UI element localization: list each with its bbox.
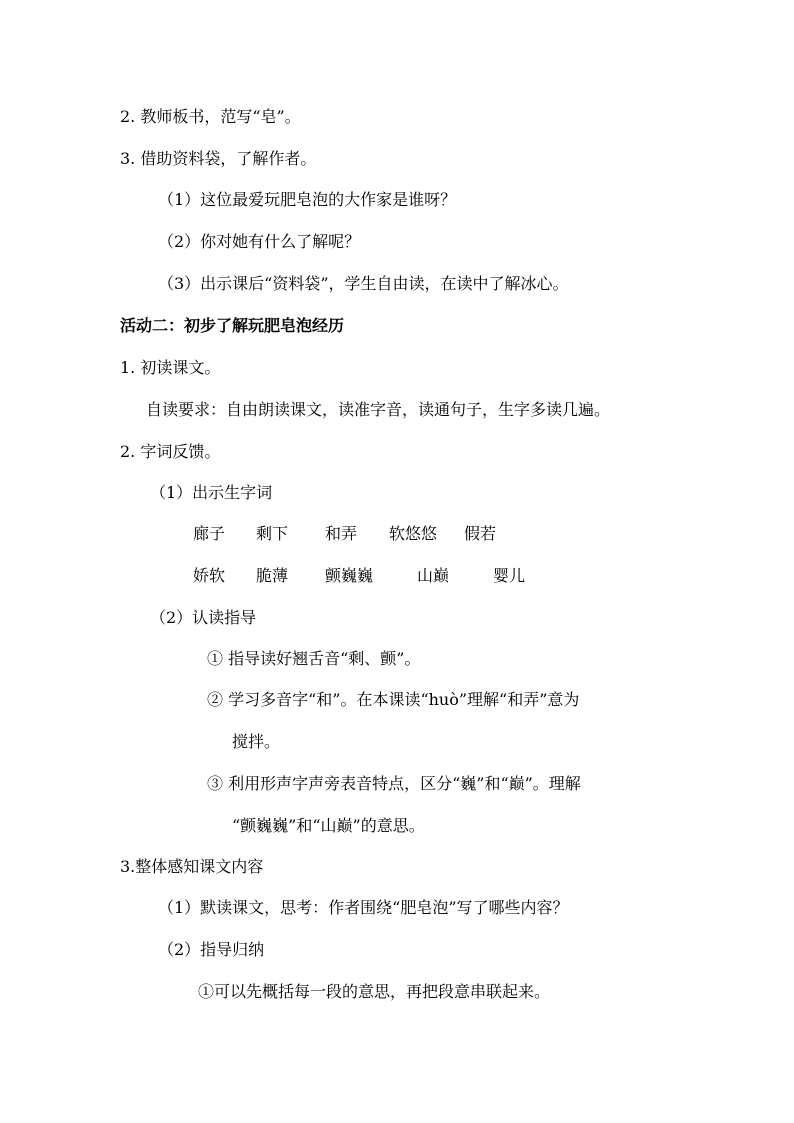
- activity-2-heading: 活动二：初步了解玩肥皂泡经历: [120, 316, 345, 335]
- vocab-word: 假若: [464, 524, 497, 543]
- perception-question-2: （2）指导归纳: [158, 940, 265, 959]
- guide-item-2-continued: 搅拌。: [232, 732, 281, 751]
- vocab-word: 廊子: [193, 524, 226, 543]
- question-2: （2）你对她有什么了解呢？: [158, 232, 361, 251]
- vocab-word: 和弄: [325, 524, 358, 543]
- step-3-overall-perception: 3.整体感知课文内容: [120, 857, 264, 876]
- question-3: （3）出示课后“资料袋”，学生自由读，在读中了解冰心。: [158, 274, 569, 293]
- vocab-word: 娇软: [193, 566, 226, 585]
- vocab-word: 脆薄: [256, 566, 289, 585]
- sub-step-1-show-words: （1）出示生字词: [150, 483, 273, 502]
- summary-method-1: ①可以先概括每一段的意思，再把段意串联起来。: [198, 982, 551, 1001]
- guide-item-3-continued: “颤巍巍”和“山巅”的意思。: [232, 816, 425, 835]
- step-2-teacher-writing: 2. 教师板书，范写“皂”。: [120, 107, 301, 126]
- guide-item-2: ② 学习多音字“和”。在本课读“huò”理解“和弄”意为: [207, 690, 580, 709]
- vocab-word: 软悠悠: [389, 524, 438, 543]
- guide-item-1: ① 指导读好翘舌音“剩、颤”。: [207, 649, 421, 668]
- step-2-word-feedback: 2. 字词反馈。: [120, 442, 221, 461]
- vocab-word: 剩下: [256, 524, 289, 543]
- step-1-first-reading: 1. 初读课文。: [120, 358, 221, 377]
- perception-question-1: （1）默读课文，思考：作者围绕“肥皂泡”写了哪些内容？: [158, 898, 569, 917]
- vocab-word: 山巅: [417, 566, 450, 585]
- sub-step-2-reading-guide: （2）认读指导: [150, 608, 257, 627]
- step-3-author-info: 3. 借助资料袋，了解作者。: [120, 149, 317, 168]
- vocab-word: 婴儿: [493, 566, 526, 585]
- vocab-word: 颤巍巍: [325, 566, 374, 585]
- question-1: （1）这位最爱玩肥皂泡的大作家是谁呀？: [158, 190, 457, 209]
- guide-item-3: ③ 利用形声字声旁表音特点，区分“巍”和“巅”。理解: [207, 774, 581, 793]
- self-reading-requirement: 自读要求：自由朗读课文，读准字音，读通句子，生字多读几遍。: [146, 400, 611, 419]
